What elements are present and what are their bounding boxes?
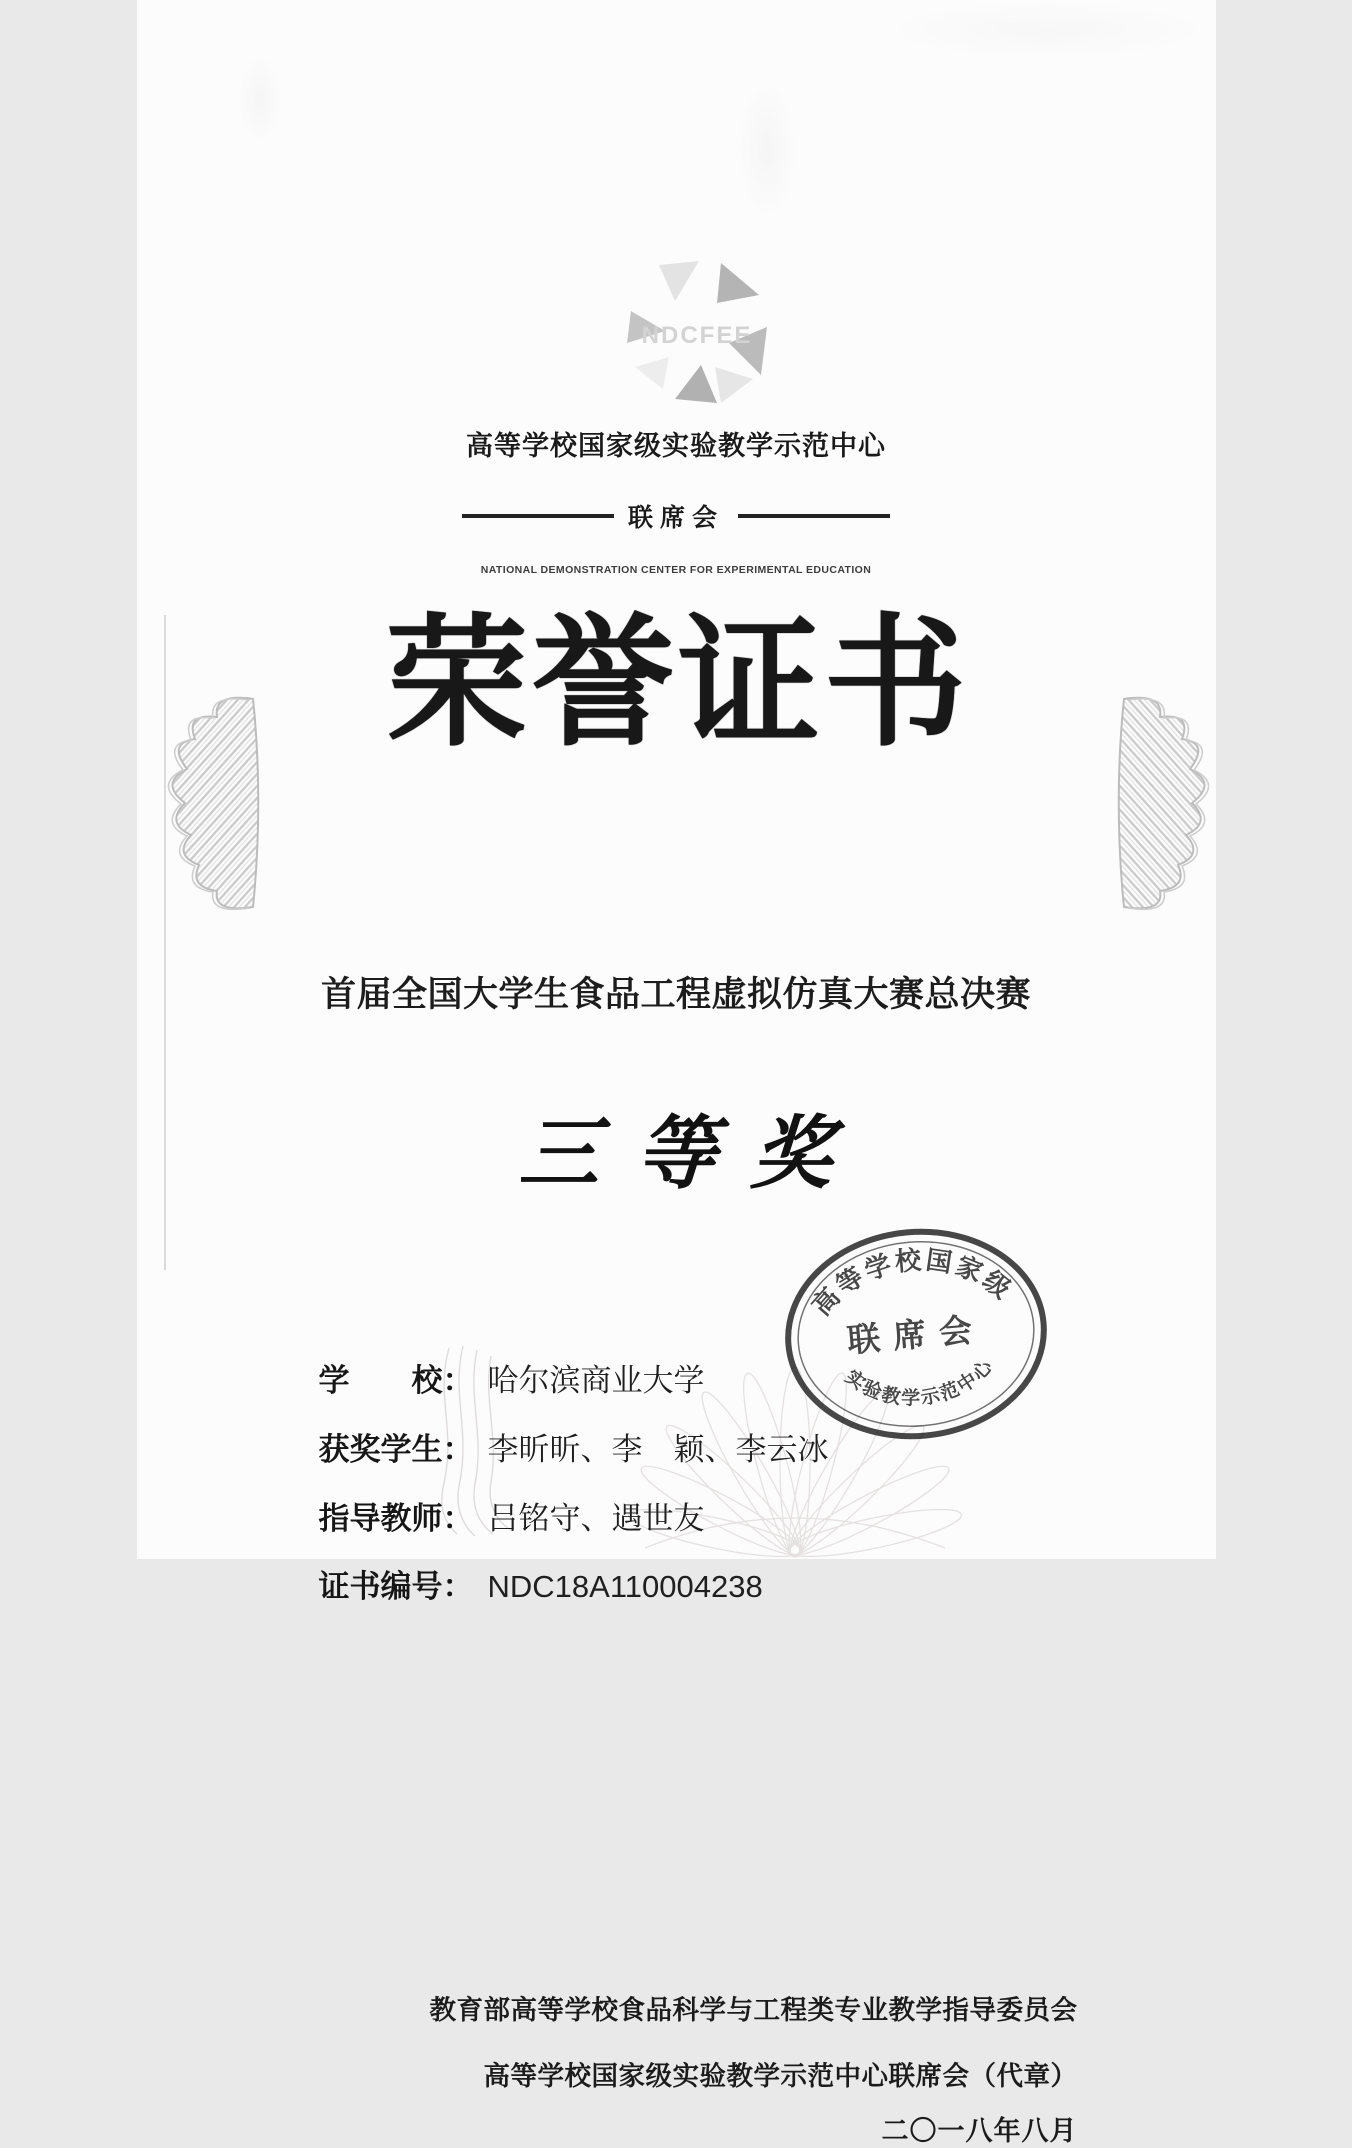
svg-text:实验教学示范中心 [839, 1352, 1001, 1416]
issuer-line-2: 高等学校国家级实验教学示范中心联席会（代章） [0, 2054, 1078, 2093]
field-certificate-number [319, 1569, 1352, 1605]
certificate-page [137, 0, 1216, 1559]
council-label: 联席会 [628, 498, 724, 534]
field-value: 哈尔滨商业大学 [488, 1363, 705, 1399]
ndcfee-logo [617, 255, 777, 413]
field-value: 李昕昕、李 颖、李云冰 [488, 1432, 829, 1468]
field-label: 指导教师： [319, 1501, 474, 1537]
field-value: NDC18A110004238 [488, 1569, 763, 1605]
right-rule [738, 514, 890, 518]
scan-smudge [237, 55, 283, 145]
issuer-line-1: 教育部高等学校食品科学与工程类专业教学指导委员会 [0, 1988, 1078, 2027]
issuer-block [0, 1988, 1078, 2148]
field-value: 吕铭守、遇世友 [488, 1501, 705, 1537]
issue-date: 二〇一八年八月 [0, 2109, 1078, 2148]
seal-center-text: 联席会 [845, 1310, 986, 1359]
field-label: 获奖学生： [319, 1432, 474, 1468]
official-seal-stamp [769, 1210, 1061, 1457]
seal-arc-top-text: 高等学校国家级 [801, 1236, 1020, 1323]
certificate-title: 荣誉证书 [137, 599, 1216, 769]
logo-acronym: NDCFEE [641, 322, 752, 349]
issuing-org-name-cn: 高等学校国家级实验教学示范中心 [137, 424, 1216, 463]
left-rule [462, 514, 614, 518]
council-row [137, 498, 1216, 534]
seal-arc-bottom-text: 实验教学示范中心 [839, 1352, 1001, 1416]
issuing-org-name-en: NATIONAL DEMONSTRATION CENTER FOR EXPERIMENTAL EDUCATION [137, 564, 1216, 576]
scan-smudge [737, 80, 797, 220]
competition-name: 首届全国大学生食品工程虚拟仿真大赛总决赛 [137, 967, 1216, 1017]
award-grade: 三等奖 [132, 1089, 1219, 1204]
field-label: 学 校： [319, 1363, 474, 1399]
field-label: 证书编号： [319, 1569, 474, 1605]
scan-smudge [877, 0, 1217, 60]
field-advisors [319, 1501, 1352, 1537]
